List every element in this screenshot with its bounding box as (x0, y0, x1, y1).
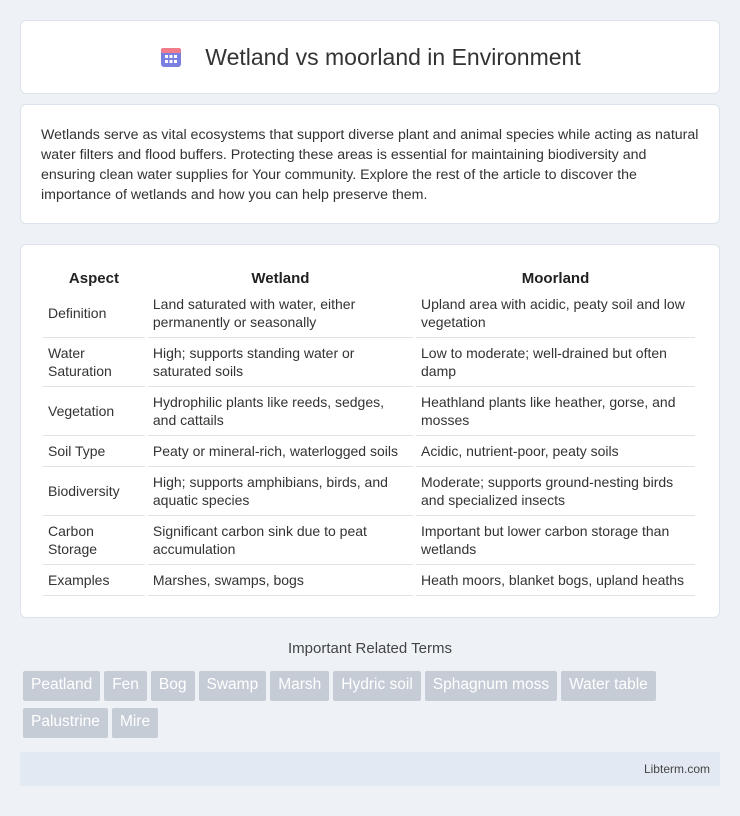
header-wetland: Wetland (251, 269, 310, 287)
cell-wetland: Peaty or mineral-rich, waterlogged soils (148, 436, 413, 467)
intro-card (20, 104, 720, 224)
cell-wetland: High; supports amphibians, birds, and aquatic species (148, 467, 413, 516)
tag-swamp[interactable]: Swamp (199, 671, 267, 701)
cell-wetland: Land saturated with water, either permanently or seasonally (148, 289, 413, 338)
cell-moorland: Upland area with acidic, peaty soil and low vegetation (416, 289, 695, 338)
tag-peatland[interactable]: Peatland (23, 671, 100, 701)
tag-bog[interactable]: Bog (151, 671, 195, 701)
table-row (43, 467, 695, 516)
tag-fen[interactable]: Fen (104, 671, 147, 701)
footer-site-link[interactable]: Libterm.com (643, 762, 710, 776)
tag-palustrine[interactable]: Palustrine (23, 708, 108, 738)
cell-moorland: Important but lower carbon storage than wetlands (416, 516, 695, 565)
header-aspect: Aspect (68, 269, 119, 287)
related-tags (23, 671, 703, 745)
cell-moorland: Low to moderate; well-drained but often damp (416, 338, 695, 387)
cell-wetland: Marshes, swamps, bogs (148, 565, 413, 596)
cell-aspect: Examples (43, 565, 145, 596)
calendar-grid-icon (159, 45, 183, 69)
tag-mire[interactable]: Mire (112, 708, 158, 738)
cell-moorland: Acidic, nutrient-poor, peaty soils (416, 436, 695, 467)
tag-marsh[interactable]: Marsh (270, 671, 329, 701)
cell-moorland: Heath moors, blanket bogs, upland heaths (416, 565, 695, 596)
table-row (43, 289, 695, 338)
cell-wetland: High; supports standing water or saturated soils (148, 338, 413, 387)
cell-aspect: Water Saturation (43, 338, 145, 387)
header-moorland: Moorland (521, 269, 590, 287)
table-row (43, 436, 695, 467)
table-row (43, 338, 695, 387)
cell-aspect: Definition (43, 289, 145, 338)
footer (20, 752, 720, 786)
table-row (43, 387, 695, 436)
title-card (20, 20, 720, 94)
cell-aspect: Vegetation (43, 387, 145, 436)
tag-hydric-soil[interactable]: Hydric soil (333, 671, 420, 701)
comparison-card (20, 244, 720, 618)
intro-text: Wetlands serve as vital ecosystems that support diverse plant and animal species while acting as natural water filters and flood buffers. Protecting these areas is essential for maintaining biodiversity and ensuring clean water supplies for Your community. Explore the rest of the article to discover the importance of wetlands and how you can help preserve them. (41, 127, 699, 203)
page-title: Wetland vs moorland in Environment (205, 43, 581, 70)
cell-moorland: Moderate; supports ground-nesting birds and specialized insects (416, 467, 695, 516)
cell-aspect: Carbon Storage (43, 516, 145, 565)
tag-water-table[interactable]: Water table (561, 671, 656, 701)
table-row (43, 516, 695, 565)
table-row (43, 565, 695, 596)
related-terms-heading: Important Related Terms (288, 640, 452, 657)
cell-moorland: Heathland plants like heather, gorse, and mosses (416, 387, 695, 436)
cell-aspect: Biodiversity (43, 467, 145, 516)
cell-aspect: Soil Type (43, 436, 145, 467)
cell-wetland: Significant carbon sink due to peat accumulation (148, 516, 413, 565)
comparison-table (40, 265, 698, 596)
cell-wetland: Hydrophilic plants like reeds, sedges, and cattails (148, 387, 413, 436)
tag-sphagnum-moss[interactable]: Sphagnum moss (425, 671, 557, 701)
